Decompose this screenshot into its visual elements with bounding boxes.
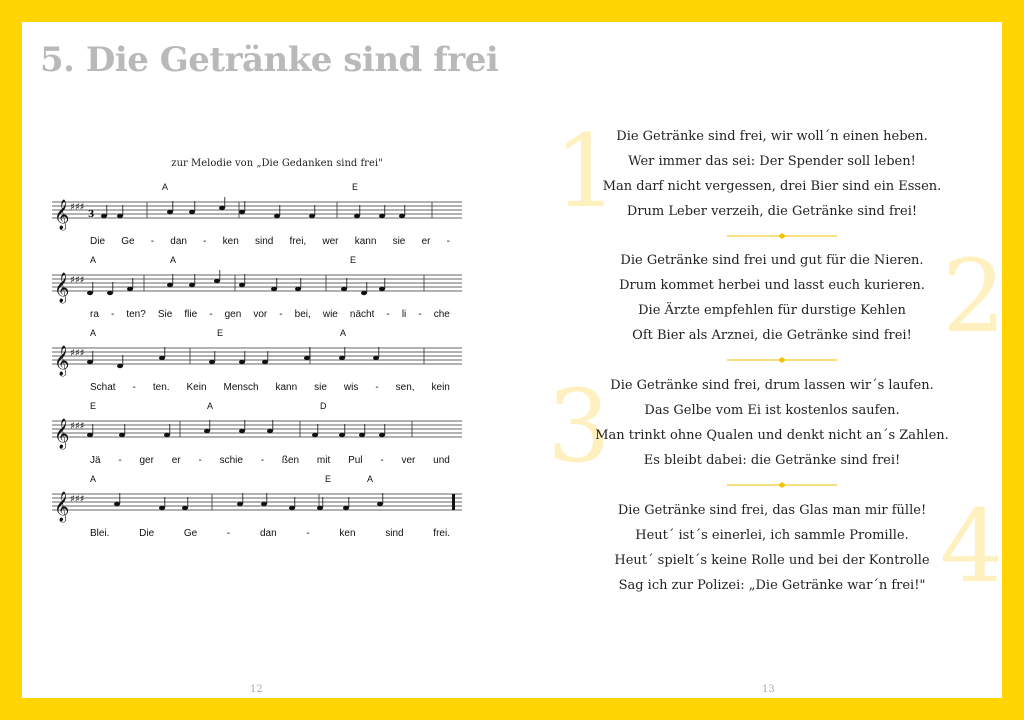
lyric-syllable: -	[375, 382, 379, 393]
lyric-syllable: che	[433, 309, 450, 320]
note-head	[87, 291, 93, 295]
note-head	[204, 429, 210, 433]
lyric-syllable: Die	[139, 528, 155, 539]
key-signature-icon: ♯♯♯	[70, 494, 85, 505]
lyric-line	[90, 528, 450, 539]
note-head	[399, 214, 405, 218]
stanza-line: Die Getränke sind frei, wir woll´n einen heben.	[616, 129, 928, 144]
note-head	[304, 356, 310, 360]
lyric-syllable: -	[110, 309, 115, 320]
note-head	[379, 433, 385, 437]
chord-symbol: E	[350, 255, 357, 265]
final-barline	[452, 494, 455, 510]
lyric-syllable: -	[203, 236, 207, 247]
stanza-line: Wer immer das sei: Der Spender soll leben!	[628, 154, 916, 169]
lyric-syllable: li	[401, 309, 407, 320]
note-head	[261, 502, 267, 506]
stanza-line: Die Getränke sind frei und gut für die Nieren.	[620, 253, 924, 268]
note-head	[107, 291, 113, 295]
stanza-number-3: 3	[547, 368, 611, 485]
note-head	[317, 506, 323, 510]
lyric-syllable: -	[209, 309, 213, 320]
music-staff	[52, 413, 462, 453]
key-signature-icon: ♯♯♯	[70, 275, 85, 286]
note-head	[119, 433, 125, 437]
lyric-syllable: -	[279, 309, 283, 320]
note-head	[239, 429, 245, 433]
lyric-syllable: -	[380, 455, 384, 466]
page-number-right: 13	[762, 684, 775, 695]
note-head	[339, 433, 345, 437]
stanza-line: Die Getränke sind frei, drum lassen wir´s laufen.	[610, 378, 934, 393]
note-head	[182, 506, 188, 510]
lyric-syllable: Kein	[186, 382, 207, 393]
lyric-syllable: -	[150, 236, 155, 247]
lyric-syllable: wie	[322, 309, 338, 320]
stanza-line: Man trinkt ohne Qualen und denkt nicht an´s Zahlen.	[595, 428, 949, 443]
lyric-syllable: ver	[401, 455, 416, 466]
lyric-syllable: Sie	[157, 309, 173, 320]
chord-symbol: E	[325, 474, 332, 484]
chord-symbol: A	[207, 401, 214, 411]
lyric-syllable: schie	[219, 455, 243, 466]
chord-symbol: E	[90, 401, 97, 411]
lyric-syllable: bei,	[294, 309, 311, 320]
treble-clef-icon: 𝄞	[54, 200, 70, 230]
page-title: 5. Die Getränke sind frei	[40, 40, 499, 80]
chord-symbol: E	[352, 182, 359, 192]
lyric-syllable: mit	[316, 455, 331, 466]
time-signature: 3	[88, 210, 95, 220]
lyric-syllable: -	[306, 528, 310, 539]
note-head	[214, 279, 220, 283]
chord-symbol: A	[90, 328, 97, 338]
music-staff	[52, 486, 462, 526]
key-signature-icon: ♯♯♯	[70, 421, 85, 432]
stanza-line: Die Getränke sind frei, das Glas man mir fülle!	[617, 503, 927, 518]
lyric-syllable: dan	[259, 528, 277, 539]
note-head	[127, 287, 133, 291]
note-head	[239, 360, 245, 364]
stanza-line: Es bleibt dabei: die Getränke sind frei!	[643, 453, 901, 468]
note-head	[312, 433, 318, 437]
lyric-line	[90, 309, 450, 320]
note-head	[339, 356, 345, 360]
note-head	[114, 502, 120, 506]
lyric-syllable: frei,	[289, 236, 307, 247]
lyric-syllable: ken	[339, 528, 356, 539]
note-head	[239, 283, 245, 287]
stanza-line: Das Gelbe vom Ei ist kostenlos saufen.	[644, 403, 900, 418]
sheet-music	[52, 182, 462, 552]
note-head	[164, 433, 170, 437]
note-head	[377, 502, 383, 506]
note-head	[167, 283, 173, 287]
note-head	[159, 506, 165, 510]
chord-symbol: A	[367, 474, 374, 484]
lyric-syllable: -	[198, 455, 202, 466]
note-head	[237, 502, 243, 506]
note-head	[373, 356, 379, 360]
lyric-syllable: -	[418, 309, 422, 320]
lyric-syllable: dan	[170, 236, 187, 247]
note-head	[274, 214, 280, 218]
lyric-syllable: kann	[275, 382, 298, 393]
lyric-syllable: kein	[431, 382, 450, 393]
lyric-syllable: wer	[322, 236, 339, 247]
note-head	[379, 287, 385, 291]
stanza-line: Drum Leber verzeih, die Getränke sind frei!	[626, 204, 918, 219]
lyric-syllable: ra	[90, 309, 99, 320]
ornament-divider	[727, 233, 837, 239]
note-head	[87, 360, 93, 364]
note-head	[189, 210, 195, 214]
note-head	[117, 214, 123, 218]
lyric-syllable: Pul	[348, 455, 363, 466]
lyric-syllable: sie	[314, 382, 327, 393]
note-head	[167, 210, 173, 214]
stanza-number-4: 4	[940, 488, 1004, 605]
lyric-syllable: ken	[222, 236, 239, 247]
lyric-syllable: Ge	[183, 528, 198, 539]
stanza-line: Heut´ spielt´s keine Rolle und bei der Kontrolle	[614, 553, 930, 568]
stanza-line: Heut´ ist´s einerlei, ich sammle Promille.	[635, 528, 909, 543]
music-staff	[52, 194, 462, 234]
chord-symbol: A	[90, 474, 97, 484]
stanza-line: Man darf nicht vergessen, drei Bier sind ein Essen.	[602, 179, 942, 194]
lyric-syllable: gen	[224, 309, 242, 320]
lyric-syllable: und	[433, 455, 450, 466]
note-head	[271, 287, 277, 291]
stanza-number-2: 2	[942, 238, 1006, 355]
note-head	[361, 291, 367, 295]
key-signature-icon: ♯♯♯	[70, 348, 85, 359]
lyric-line	[90, 455, 450, 466]
note-head	[239, 210, 245, 214]
music-staff	[52, 340, 462, 380]
note-head	[289, 506, 295, 510]
chord-symbol: A	[162, 182, 169, 192]
stanza-line: Sag ich zur Polizei: „Die Getränke war´n frei!"	[618, 578, 926, 593]
note-head	[87, 433, 93, 437]
lyric-syllable: vor	[253, 309, 268, 320]
note-head	[309, 214, 315, 218]
lyric-syllable: -	[446, 236, 450, 247]
lyric-syllable: -	[386, 309, 390, 320]
page	[22, 22, 1006, 698]
page-number-left: 12	[250, 684, 263, 695]
treble-clef-icon: 𝄞	[54, 492, 70, 522]
note-head	[343, 506, 349, 510]
stanza-line: Die Ärzte empfehlen für durstige Kehlen	[638, 303, 906, 318]
lyric-syllable: nächt	[349, 309, 375, 320]
treble-clef-icon: 𝄞	[54, 419, 70, 449]
lyric-syllable: -	[260, 455, 265, 466]
note-head	[359, 433, 365, 437]
lyric-syllable: ten?	[126, 309, 146, 320]
stanza-line: Drum kommet herbei und lasst euch kurieren.	[619, 278, 925, 293]
lyric-syllable: Blei.	[90, 528, 110, 539]
lyric-syllable: sie	[392, 236, 406, 247]
lyric-syllable: kann	[354, 236, 377, 247]
lyric-syllable: Die	[90, 236, 106, 247]
lyric-syllable: er	[421, 236, 431, 247]
treble-clef-icon: 𝄞	[54, 273, 70, 303]
chord-symbol: E	[217, 328, 224, 338]
stanza-line: Oft Bier als Arznei, die Getränke sind frei!	[632, 328, 912, 343]
lyric-syllable: sind	[254, 236, 274, 247]
lyric-syllable: sen,	[395, 382, 415, 393]
lyric-syllable: wis	[343, 382, 359, 393]
key-signature-icon: ♯♯♯	[70, 202, 85, 213]
chord-symbol: D	[320, 401, 327, 411]
note-head	[101, 214, 107, 218]
note-head	[267, 429, 273, 433]
lyric-syllable: -	[118, 455, 122, 466]
note-head	[117, 364, 123, 368]
lyric-syllable: -	[132, 382, 136, 393]
note-head	[354, 214, 360, 218]
note-head	[219, 206, 225, 210]
lyric-syllable: Mensch	[223, 382, 259, 393]
lyric-syllable: frei.	[433, 528, 450, 539]
note-head	[209, 360, 215, 364]
lyric-syllable: flie	[184, 309, 198, 320]
note-head	[341, 287, 347, 291]
note-head	[189, 283, 195, 287]
note-head	[295, 287, 301, 291]
lyric-syllable: sind	[385, 528, 404, 539]
lyric-syllable: Jä	[90, 455, 101, 466]
lyric-syllable: Schat	[90, 382, 116, 393]
ornament-divider	[727, 357, 837, 363]
melody-note: zur Melodie von „Die Gedanken sind frei"	[171, 158, 383, 169]
lyric-syllable: ßen	[281, 455, 300, 466]
chord-symbol: A	[170, 255, 177, 265]
lyric-line	[90, 382, 450, 393]
lyric-line	[90, 236, 450, 247]
lyric-syllable: Ge	[121, 236, 135, 247]
lyric-syllable: er	[171, 455, 181, 466]
stanza-number-1: 1	[554, 113, 618, 230]
note-head	[159, 356, 165, 360]
lyric-syllable: -	[226, 528, 231, 539]
chord-symbol: A	[340, 328, 347, 338]
music-staff	[52, 267, 462, 307]
chord-symbol: A	[90, 255, 97, 265]
note-head	[262, 360, 268, 364]
ornament-divider	[727, 482, 837, 488]
note-head	[379, 214, 385, 218]
lyric-syllable: ten.	[152, 382, 170, 393]
lyric-syllable: ger	[139, 455, 154, 466]
treble-clef-icon: 𝄞	[54, 346, 70, 376]
